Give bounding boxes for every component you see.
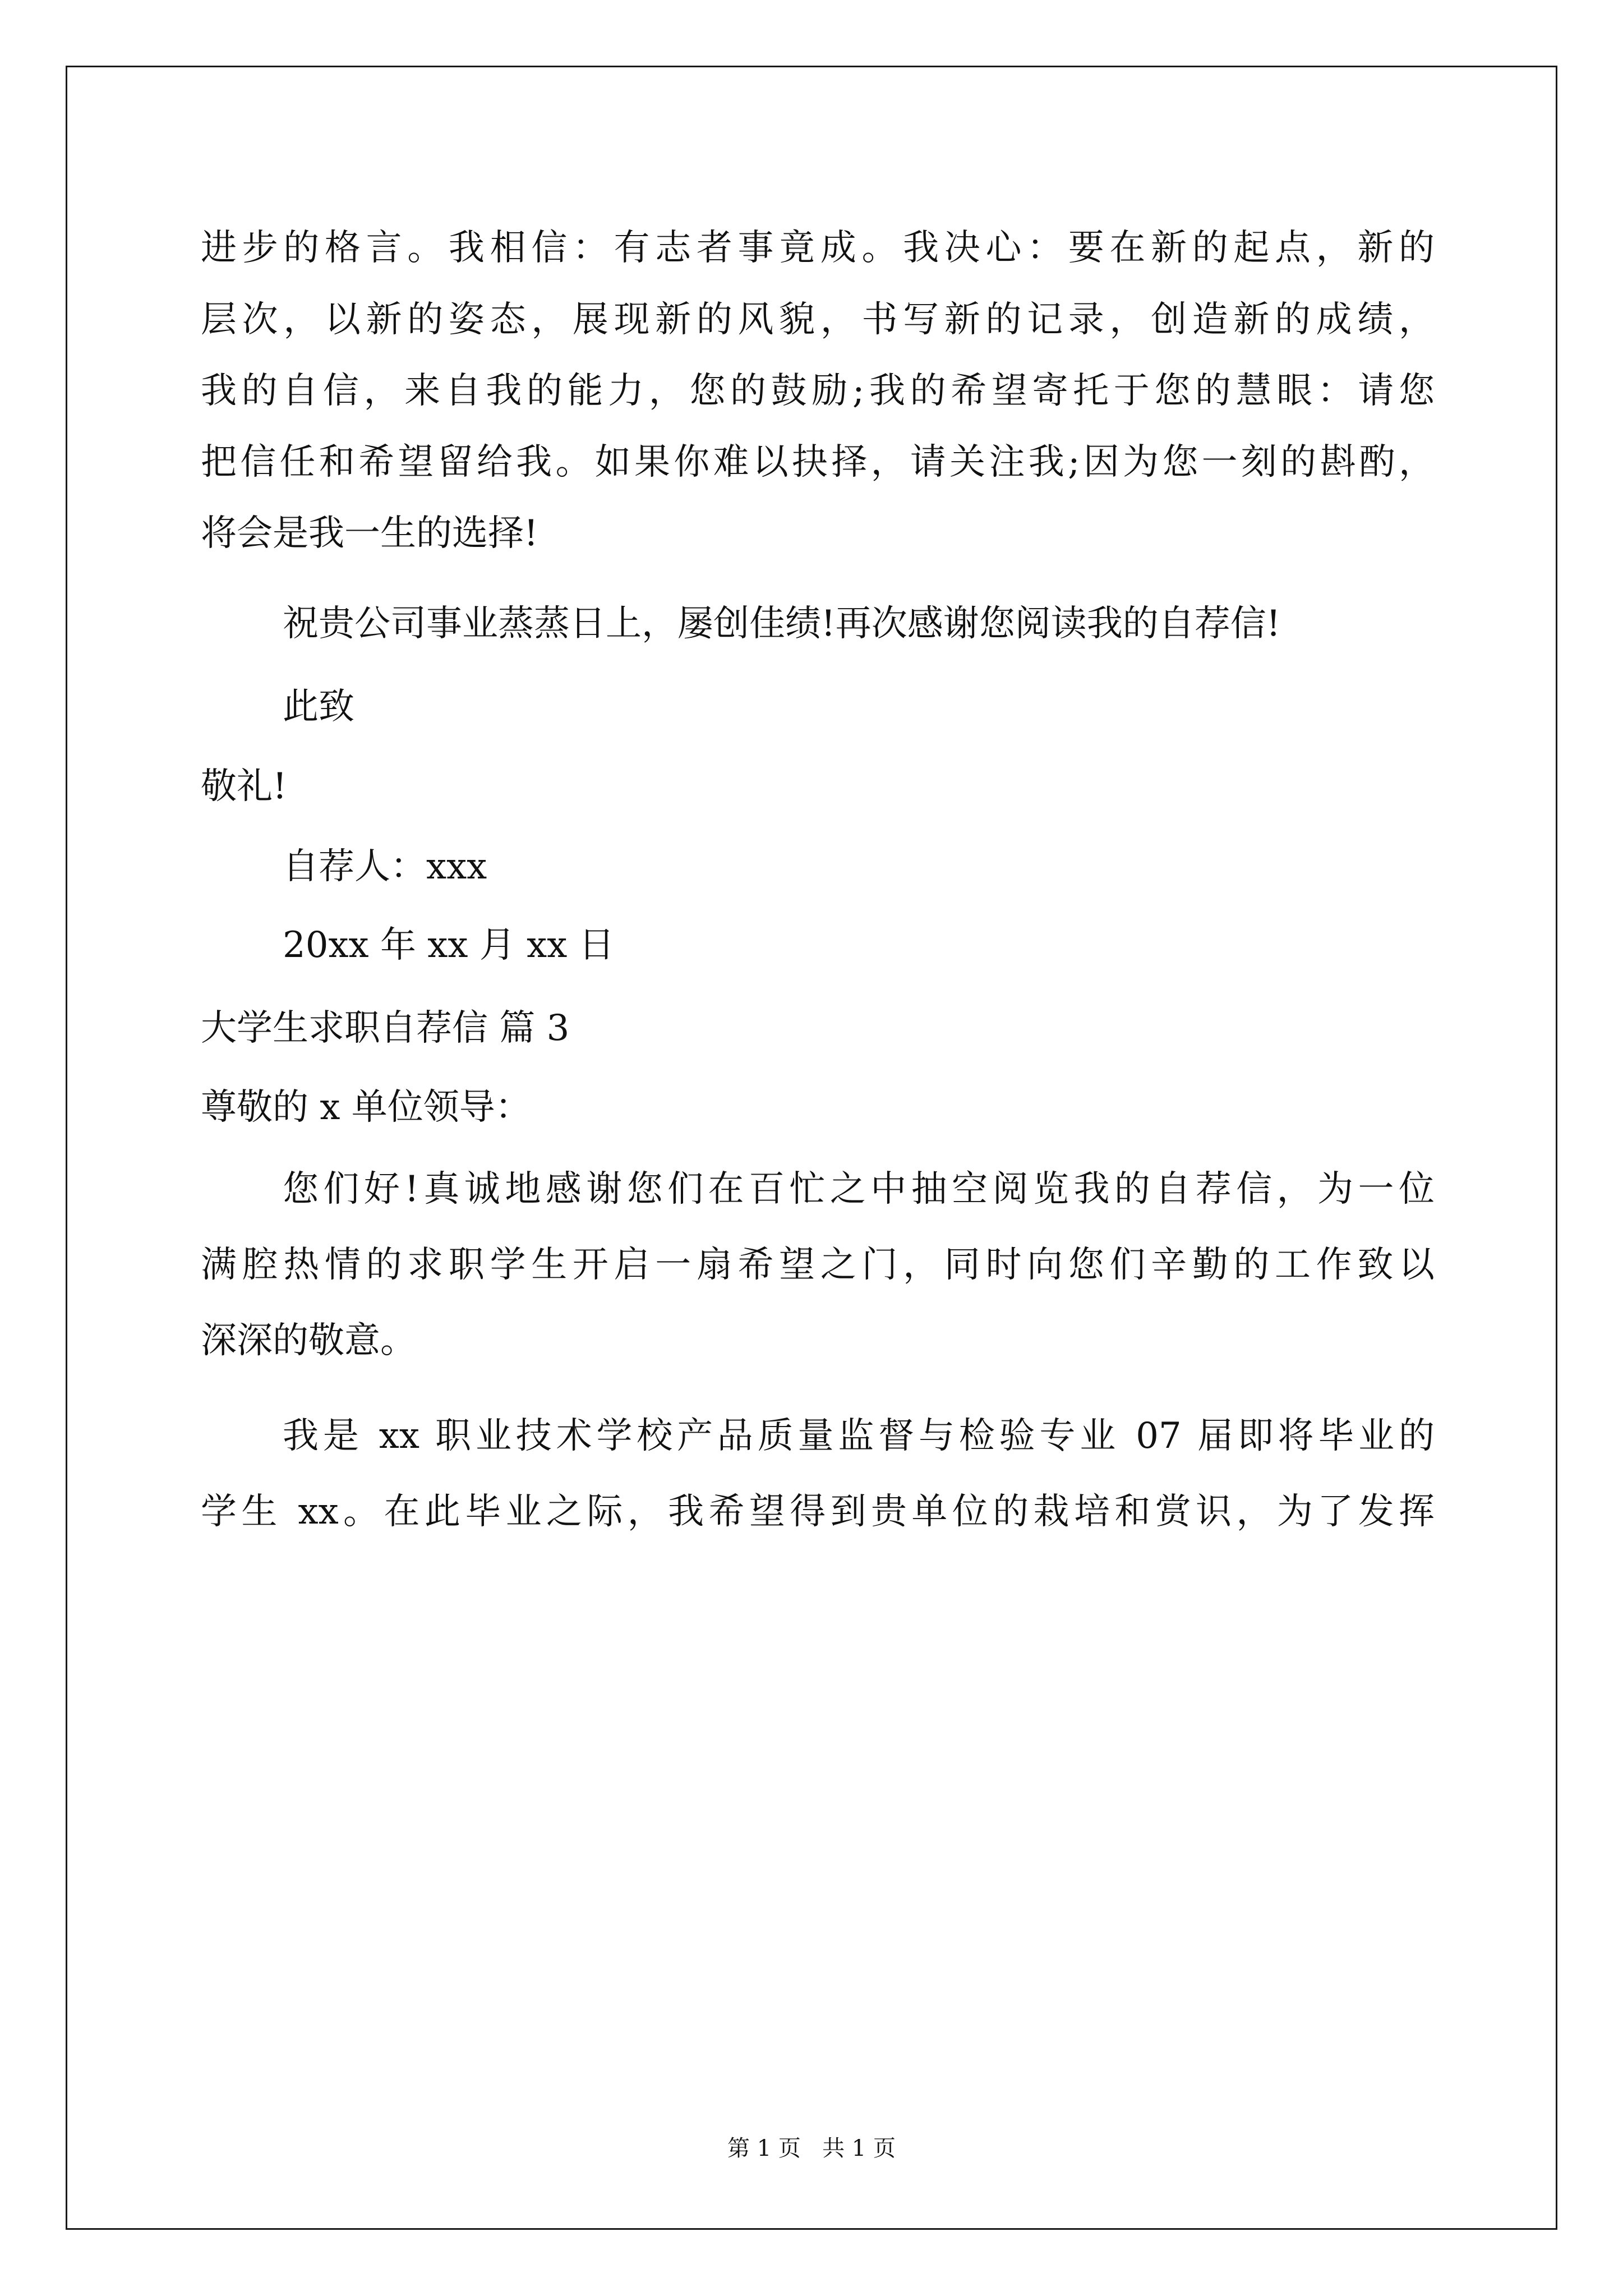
- body-line: 层次，以新的姿态，展现新的风貌，书写新的记录，创造新的成绩，: [201, 299, 1435, 341]
- body-line: 进步的格言。我相信：有志者事竟成。我决心：要在新的起点，新的: [201, 227, 1435, 269]
- salutation-close: 敬礼!: [201, 766, 287, 807]
- body-line: 深深的敬意。: [201, 1320, 416, 1361]
- closing-wish: 祝贵公司事业蒸蒸日上，屡创佳绩!再次感谢您阅读我的自荐信!: [283, 603, 1281, 645]
- body-line: 将会是我一生的选择!: [201, 513, 538, 554]
- body-line: 满腔热情的求职学生开启一扇希望之门，同时向您们辛勤的工作致以: [201, 1244, 1435, 1286]
- date-line: 20xx 年 xx 月 xx 日: [283, 924, 615, 966]
- section-heading: 大学生求职自荐信 篇 3: [201, 1007, 570, 1049]
- salutation-open: 此致: [283, 686, 354, 728]
- body-line: 我是 xx 职业技术学校产品质量监督与检验专业 07 届即将毕业的: [283, 1415, 1435, 1457]
- page-number: 第 1 页 共 1 页: [727, 2136, 896, 2161]
- body-line: 学生 xx。在此毕业之际，我希望得到贵单位的栽培和赏识，为了发挥: [201, 1491, 1435, 1533]
- body-line: 我的自信，来自我的能力，您的鼓励;我的希望寄托于您的慧眼：请您: [201, 370, 1435, 412]
- body-line: 把信任和希望留给我。如果你难以抉择，请关注我;因为您一刻的斟酌，: [201, 441, 1435, 483]
- body-line: 您们好!真诚地感谢您们在百忙之中抽空阅览我的自荐信，为一位: [283, 1168, 1435, 1210]
- greeting: 尊敬的 x 单位领导：: [201, 1087, 531, 1128]
- signer: 自荐人：xxx: [283, 846, 487, 887]
